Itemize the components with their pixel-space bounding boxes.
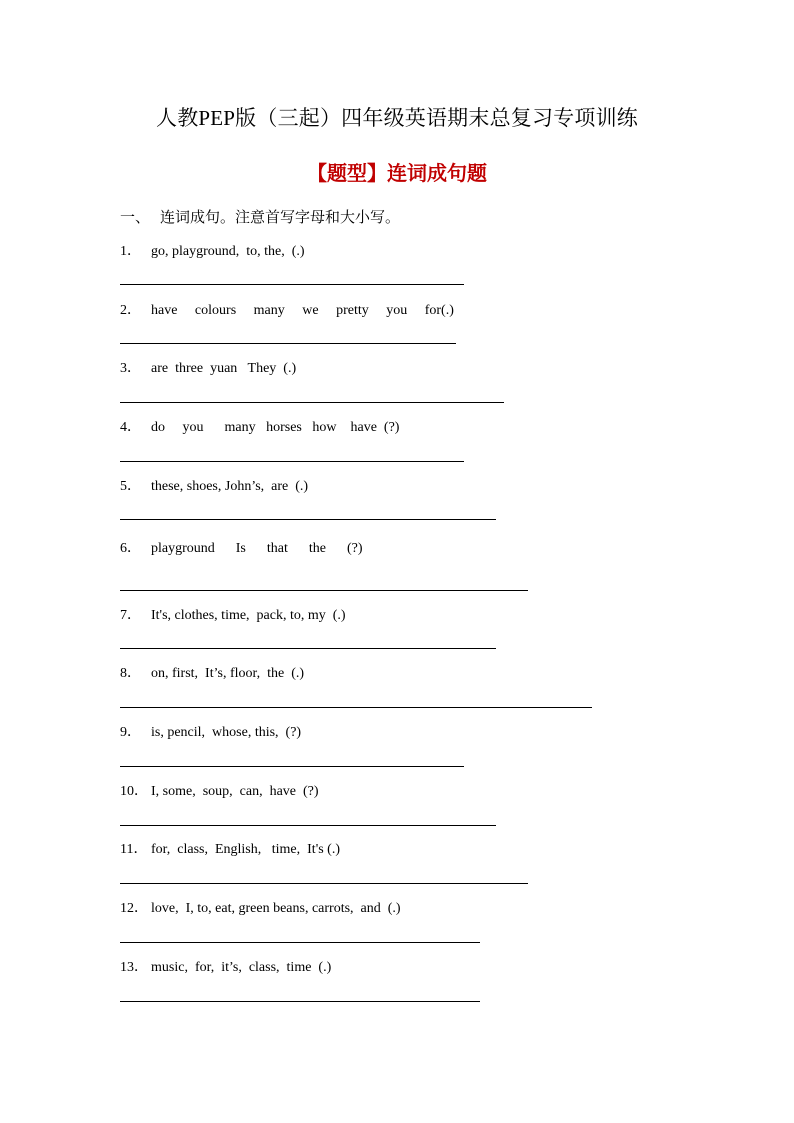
question-words: is, pencil, whose, this, (?) <box>151 725 302 740</box>
answer-line-2[interactable] <box>120 343 456 344</box>
question-number: 13． <box>120 960 148 975</box>
question-words: do you many horses how have (?) <box>151 420 400 435</box>
answer-line-1[interactable] <box>120 284 464 285</box>
question-13 <box>120 956 331 976</box>
question-number: 3． <box>120 361 141 376</box>
question-words: these, shoes, John’s, are (.) <box>151 479 309 494</box>
answer-line-12[interactable] <box>120 942 480 943</box>
answer-line-5[interactable] <box>120 519 496 520</box>
question-7 <box>120 604 346 624</box>
question-12 <box>120 897 401 917</box>
answer-line-4[interactable] <box>120 461 464 462</box>
question-number: 11． <box>120 842 148 857</box>
question-number: 4． <box>120 420 141 435</box>
answer-line-11[interactable] <box>120 883 528 884</box>
question-number: 5． <box>120 479 141 494</box>
answer-line-7[interactable] <box>120 648 496 649</box>
question-words: have colours many we pretty you for(.) <box>151 303 454 318</box>
question-number: 8． <box>120 666 141 681</box>
question-number: 10． <box>120 784 148 799</box>
question-number: 6． <box>120 541 141 556</box>
answer-line-3[interactable] <box>120 402 504 403</box>
question-number: 12． <box>120 901 148 916</box>
question-6 <box>120 537 363 557</box>
question-words: love, I, to, eat, green beans, carrots, and (.) <box>151 901 401 916</box>
question-words: on, first, It’s, floor, the (.) <box>151 666 305 681</box>
question-words: I, some, soup, can, have (?) <box>151 784 319 799</box>
question-8 <box>120 662 304 682</box>
page-title: 人教PEP版（三起）四年级英语期末总复习专项训练 <box>156 106 638 130</box>
answer-line-8[interactable] <box>120 707 592 708</box>
section-heading <box>120 206 400 227</box>
question-type-heading: 【题型】连词成句题 <box>307 161 487 185</box>
question-9 <box>120 721 301 741</box>
question-4 <box>120 416 399 436</box>
answer-line-6[interactable] <box>120 590 528 591</box>
question-words: go, playground, to, the, (.) <box>151 244 305 259</box>
question-2 <box>120 299 454 319</box>
question-words: are three yuan They (.) <box>151 361 297 376</box>
question-number: 9． <box>120 725 141 740</box>
question-number: 7． <box>120 608 141 623</box>
question-words: It's, clothes, time, pack, to, my (.) <box>151 608 346 623</box>
question-11 <box>120 838 340 858</box>
question-5 <box>120 475 308 495</box>
question-number: 1． <box>120 244 141 259</box>
question-words: playground Is that the (?) <box>151 541 363 556</box>
question-1 <box>120 240 305 260</box>
answer-line-9[interactable] <box>120 766 464 767</box>
question-words: for, class, English, time, It's (.) <box>151 842 340 857</box>
section-number: 一、 <box>120 210 151 226</box>
question-number: 2． <box>120 303 141 318</box>
question-words: music, for, it’s, class, time (.) <box>151 960 332 975</box>
question-3 <box>120 357 296 377</box>
question-10 <box>120 780 319 800</box>
answer-line-13[interactable] <box>120 1001 480 1002</box>
section-instruction: 连词成句。注意首写字母和大小写。 <box>160 210 401 226</box>
answer-line-10[interactable] <box>120 825 496 826</box>
